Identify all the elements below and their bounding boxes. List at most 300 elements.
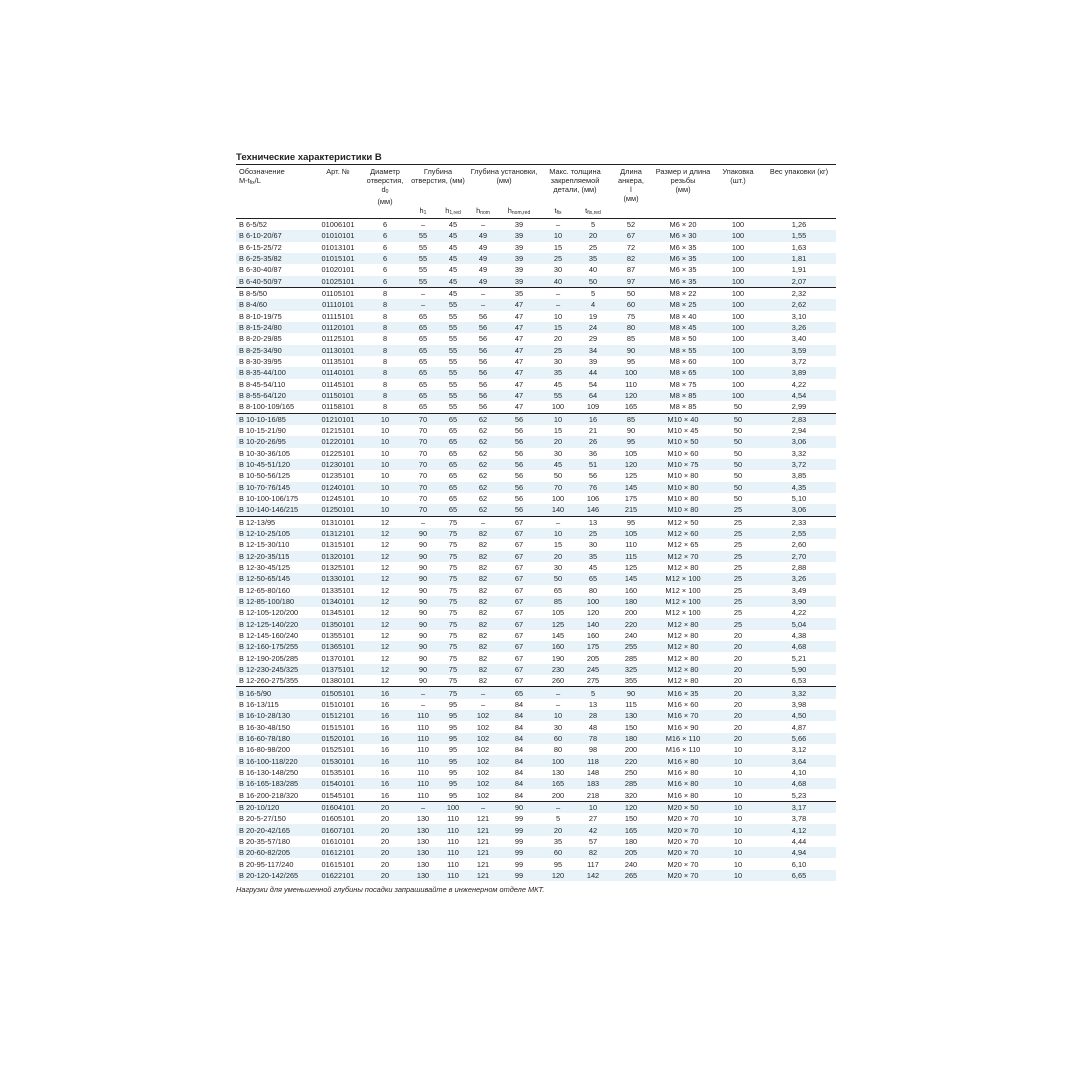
table-cell: 95 (626, 357, 636, 367)
table-cell: 55 (408, 230, 438, 241)
table-cell: 90 (408, 596, 438, 607)
table-cell: 75 (438, 528, 468, 539)
table-cell: 8 (382, 334, 388, 344)
table-cell: 10 (714, 755, 762, 766)
table-cell: B 16-80-98/200 (239, 745, 290, 755)
table-cell: 01320101 (314, 551, 362, 562)
table-cell: 16 (576, 413, 610, 425)
table-cell: 65 (448, 426, 458, 436)
table-cell: 100 (731, 242, 745, 252)
table-cell: 50 (733, 471, 743, 481)
table-cell: 01315101 (321, 540, 355, 550)
table-cell: 50 (576, 276, 610, 288)
table-cell: B 16-10-28/130 (236, 710, 314, 721)
table-cell: 45 (448, 242, 458, 252)
table-row (236, 813, 836, 824)
table-cell: 8 (362, 299, 408, 310)
table-cell: B 16-100-118/220 (236, 755, 314, 766)
table-cell: 55 (418, 242, 428, 252)
table-row (236, 596, 836, 607)
table-cell: B 12-125-140/220 (236, 618, 314, 629)
table-cell: 16 (362, 733, 408, 744)
table-cell: 25 (714, 573, 762, 584)
table-cell: 67 (498, 664, 540, 675)
table-row (236, 390, 836, 401)
table-cell: 90 (418, 585, 428, 595)
table-cell: M12 × 100 (652, 573, 714, 584)
table-cell: 75 (438, 516, 468, 528)
table-row (236, 253, 836, 264)
table-row (236, 585, 836, 596)
table-cell: 20 (714, 687, 762, 699)
table-cell: B 16-13/115 (239, 699, 279, 709)
table-cell: 105 (624, 448, 638, 458)
table-cell: 25 (540, 253, 576, 264)
table-cell: 01515101 (321, 722, 355, 732)
table-cell: 110 (408, 778, 438, 789)
table-cell: M10 × 45 (667, 426, 699, 436)
table-cell: 70 (408, 459, 438, 470)
table-cell: 01345101 (321, 608, 355, 618)
table-cell: B 16-5/90 (236, 687, 314, 699)
table-cell: 70 (408, 413, 438, 425)
table-cell: 130 (408, 870, 438, 881)
table-cell: 16 (380, 790, 390, 800)
table-cell: 12 (380, 540, 390, 550)
table-cell: B 12-10-25/105 (236, 528, 314, 539)
table-cell: M6 × 35 (669, 265, 697, 275)
table-cell: 100 (551, 494, 565, 504)
table-cell: 145 (610, 482, 652, 493)
table-cell: M12 × 80 (667, 563, 699, 572)
table-cell: 56 (478, 334, 488, 344)
table-cell: 99 (498, 870, 540, 881)
table-row (236, 504, 836, 516)
table-cell: 10 (540, 710, 576, 721)
table-cell: 20 (540, 436, 576, 447)
table-cell: 62 (478, 471, 488, 481)
table-cell: 70 (540, 482, 576, 493)
table-cell: 67 (514, 563, 524, 572)
table-cell: 50 (714, 459, 762, 470)
table-cell: 01312101 (314, 528, 362, 539)
table-cell: 65 (498, 687, 540, 699)
table-cell: M12 × 80 (667, 630, 699, 640)
table-cell: 110 (447, 836, 459, 846)
table-cell: 100 (714, 276, 762, 288)
table-cell: 50 (610, 287, 652, 299)
table-cell: – (540, 801, 576, 813)
table-row (236, 744, 836, 755)
table-cell: 15 (553, 242, 563, 252)
table-row (236, 801, 836, 813)
table-cell: M16 × 35 (652, 687, 714, 699)
table-cell: 84 (498, 778, 540, 789)
table-cell: 67 (514, 608, 524, 618)
table-cell: 265 (610, 870, 652, 881)
table-row (236, 413, 836, 425)
table-row (236, 287, 836, 299)
table-cell: 75 (448, 608, 458, 618)
table-cell: B 12-160-175/255 (236, 641, 314, 652)
table-cell: 26 (576, 436, 610, 447)
table-cell: 1,91 (791, 265, 807, 275)
table-cell: 16 (380, 699, 390, 709)
table-cell: 47 (498, 367, 540, 378)
table-cell: 260 (551, 676, 565, 686)
table-cell: 2,55 (762, 528, 836, 539)
header-weight: Вес упаковки (кг) (762, 165, 836, 207)
table-cell: M6 × 35 (669, 242, 697, 252)
table-cell: 62 (468, 482, 498, 493)
header-h1: $h_1$ (408, 206, 438, 219)
table-cell: 56 (514, 471, 524, 481)
table-cell: 19 (588, 311, 598, 321)
table-cell: M8 × 85 (652, 390, 714, 401)
table-cell: 50 (540, 573, 576, 584)
table-cell: 55 (540, 390, 576, 401)
spec-table (236, 164, 836, 881)
table-cell: 100 (714, 253, 762, 264)
table-cell: 45 (448, 220, 458, 230)
table-cell: 200 (624, 745, 638, 755)
table-cell: M8 × 75 (669, 379, 697, 389)
table-cell: 220 (610, 618, 652, 629)
table-cell: 75 (448, 563, 458, 572)
table-header (236, 165, 836, 219)
table-cell: 35 (576, 253, 610, 264)
table-cell: 90 (418, 676, 428, 686)
table-cell: 90 (498, 801, 540, 813)
table-cell: 125 (624, 471, 638, 481)
table-cell: M12 × 65 (667, 540, 699, 550)
table-cell: 25 (714, 504, 762, 516)
table-cell: 67 (498, 573, 540, 584)
table-cell: 2,94 (791, 426, 807, 436)
table-cell: 1,26 (791, 220, 807, 230)
table-cell: 10 (714, 870, 762, 881)
table-cell: M12 × 50 (652, 516, 714, 528)
table-cell: 39 (498, 230, 540, 241)
table-cell: 84 (498, 710, 540, 721)
table-cell: 62 (468, 413, 498, 425)
table-cell: 75 (448, 540, 458, 550)
table-cell: 5 (555, 814, 561, 824)
table-cell: 45 (588, 563, 598, 572)
table-cell: 180 (610, 733, 652, 744)
table-cell: B 16-200-218/320 (239, 790, 299, 800)
table-cell: 8 (362, 322, 408, 333)
table-cell: 95 (448, 767, 458, 777)
table-cell: 183 (576, 778, 610, 789)
table-cell: B 10-20-26/95 (236, 436, 314, 447)
header-length: Длина анкера, l (мм) (610, 165, 652, 207)
table-cell: 115 (610, 551, 652, 562)
table-cell: 150 (624, 722, 638, 732)
table-cell: 110 (447, 859, 459, 869)
table-cell: 15 (553, 540, 563, 550)
table-cell: 100 (540, 755, 576, 766)
table-cell: 65 (408, 390, 438, 401)
table-cell: 8 (362, 367, 408, 378)
table-cell: 100 (714, 287, 762, 299)
table-row (236, 870, 836, 881)
table-row (236, 356, 836, 367)
table-cell: 30 (588, 540, 598, 550)
table-cell: 4,22 (791, 379, 807, 389)
table-row (236, 607, 836, 618)
table-cell: 39 (514, 265, 524, 275)
table-cell: 67 (498, 551, 540, 562)
table-cell: B 20-120-142/265 (236, 870, 314, 881)
table-cell: 355 (624, 676, 638, 686)
table-cell: 25 (540, 345, 576, 356)
table-cell: 10 (362, 436, 408, 447)
table-row (236, 641, 836, 652)
table-cell: 20 (576, 230, 610, 241)
table-cell: 75 (626, 311, 636, 321)
table-row (236, 733, 836, 744)
table-cell: 55 (438, 299, 468, 310)
table-cell: 82 (610, 253, 652, 264)
table-cell: 12 (380, 653, 390, 663)
table-cell: 01115101 (322, 311, 354, 321)
table-row (236, 276, 836, 288)
table-cell: M10 × 60 (667, 448, 699, 458)
table-cell: 2,60 (791, 540, 807, 550)
table-row (236, 264, 836, 275)
table-cell: 4,12 (762, 824, 836, 835)
table-cell: 120 (610, 801, 652, 813)
table-cell: 16 (362, 755, 408, 766)
table-cell: 5,21 (791, 653, 807, 663)
table-cell: 82 (478, 653, 488, 663)
table-cell: 82 (478, 563, 488, 572)
table-cell: 3,06 (762, 504, 836, 516)
table-row (236, 242, 836, 253)
table-cell: 165 (610, 824, 652, 835)
table-cell: 01235101 (321, 471, 355, 481)
table-cell: M10 × 50 (652, 436, 714, 447)
table-cell: 01355101 (321, 630, 355, 640)
table-cell: M10 × 40 (652, 413, 714, 425)
table-cell: 105 (610, 528, 652, 539)
table-cell: M6 × 30 (652, 230, 714, 241)
table-cell: 175 (624, 494, 638, 504)
table-cell: 90 (626, 426, 636, 436)
table-cell: 4,44 (791, 836, 807, 846)
table-cell: 20 (362, 801, 408, 813)
table-cell: 75 (438, 551, 468, 562)
table-cell: 85 (610, 413, 652, 425)
table-cell: 01610101 (321, 836, 355, 846)
table-cell: 3,59 (762, 345, 836, 356)
table-cell: 12 (362, 573, 408, 584)
table-cell: 47 (514, 334, 524, 344)
table-cell: B 20-20-42/165 (236, 824, 314, 835)
table-cell: 100 (576, 596, 610, 607)
table-cell: 55 (438, 345, 468, 356)
table-cell: 75 (438, 687, 468, 699)
table-cell: M20 × 70 (652, 824, 714, 835)
table-cell: 84 (514, 767, 524, 777)
table-row (236, 573, 836, 584)
table-cell: 50 (553, 471, 563, 481)
table-cell: 40 (540, 276, 576, 288)
table-cell: 01622101 (314, 870, 362, 881)
table-cell: 100 (714, 345, 762, 356)
table-cell: 47 (498, 345, 540, 356)
table-cell: B 12-260-275/355 (239, 676, 299, 686)
table-cell: 80 (610, 322, 652, 333)
table-cell: 20 (733, 653, 743, 663)
table-cell: 56 (468, 367, 498, 378)
table-cell: 130 (416, 836, 430, 846)
table-cell: 56 (478, 311, 488, 321)
table-cell: 55 (438, 367, 468, 378)
table-cell: 80 (588, 585, 598, 595)
table-cell: 36 (588, 448, 598, 458)
table-cell: M16 × 110 (652, 733, 714, 744)
table-cell: 3,26 (762, 322, 836, 333)
table-cell: 82 (478, 676, 488, 686)
table-cell: 67 (514, 630, 524, 640)
table-cell: M12 × 60 (652, 528, 714, 539)
table-cell: 8 (382, 311, 388, 321)
table-row (236, 470, 836, 481)
table-cell: 10 (733, 814, 743, 824)
table-cell: 4,50 (762, 710, 836, 721)
table-cell: 85 (540, 596, 576, 607)
table-cell: 90 (610, 345, 652, 356)
table-cell: 67 (498, 528, 540, 539)
table-cell: 12 (380, 608, 390, 618)
table-row (236, 778, 836, 789)
table-cell: 142 (576, 870, 610, 881)
table-cell: – (468, 287, 498, 299)
table-cell: – (468, 801, 498, 813)
table-cell: 100 (438, 801, 468, 813)
table-cell: 90 (408, 664, 438, 675)
table-cell: 25 (733, 563, 743, 572)
table-cell: 3,26 (762, 573, 836, 584)
table-cell: B 8-45-54/110 (239, 379, 286, 389)
table-cell: 10 (733, 745, 743, 755)
table-cell: 5 (576, 287, 610, 299)
table-cell: 230 (540, 664, 576, 675)
table-cell: 90 (408, 641, 438, 652)
table-cell: 87 (626, 265, 636, 275)
table-cell: 45 (438, 287, 468, 299)
table-cell: 01006101 (321, 220, 355, 230)
table-cell: 75 (448, 630, 458, 640)
table-cell: 102 (476, 722, 490, 732)
table-cell: B 20-95-117/240 (239, 859, 294, 869)
table-row (236, 699, 836, 710)
table-cell: 01370101 (321, 653, 355, 663)
table-cell: 01120101 (314, 322, 362, 333)
table-cell: 55 (408, 253, 438, 264)
table-cell: B 16-165-183/285 (236, 778, 314, 789)
table-cell: 240 (624, 859, 638, 869)
table-cell: 20 (714, 664, 762, 675)
table-cell: 56 (514, 426, 524, 436)
table-cell: 320 (624, 790, 638, 800)
table-cell: 16 (380, 745, 390, 755)
table-cell: 16 (362, 687, 408, 699)
table-cell: 55 (408, 276, 438, 288)
table-cell: 2,99 (791, 402, 807, 412)
table-cell: 47 (498, 322, 540, 333)
header-hnom-red: $h_{nom,red}$ (498, 206, 540, 219)
table-cell: 8 (362, 390, 408, 401)
table-cell: M12 × 80 (652, 641, 714, 652)
table-cell: 10 (733, 767, 743, 777)
table-cell: 10 (540, 230, 576, 241)
table-cell: M12 × 100 (652, 596, 714, 607)
table-cell: 90 (418, 653, 428, 663)
table-cell: 95 (438, 710, 468, 721)
table-cell: 3,98 (791, 699, 807, 709)
table-cell: 90 (418, 563, 428, 572)
table-cell: 12 (380, 676, 390, 686)
table-cell: 95 (448, 745, 458, 755)
table-cell: 64 (576, 390, 610, 401)
table-cell: 1,55 (762, 230, 836, 241)
table-cell: 121 (476, 859, 490, 869)
table-cell: – (468, 299, 498, 310)
table-cell: 20 (733, 676, 743, 686)
table-cell: 25 (588, 242, 598, 252)
table-cell: 6,53 (791, 676, 807, 686)
table-cell: 99 (514, 814, 524, 824)
table-cell: 45 (438, 253, 468, 264)
table-cell: – (408, 687, 438, 699)
table-cell: 01520101 (314, 733, 362, 744)
table-cell: 6 (382, 242, 388, 252)
table-cell: 130 (408, 847, 438, 858)
table-cell: 65 (438, 504, 468, 516)
table-cell: 82 (468, 618, 498, 629)
table-cell: 01335101 (321, 585, 355, 595)
table-cell: 13 (588, 699, 598, 709)
table-cell: B 8-20-29/85 (239, 334, 282, 344)
table-cell: 10 (714, 801, 762, 813)
table-cell: B 6-15-25/72 (239, 242, 282, 252)
table-cell: 65 (448, 471, 458, 481)
table-cell: 47 (514, 379, 524, 389)
table-cell: 121 (468, 847, 498, 858)
table-cell: 65 (576, 573, 610, 584)
table-row (236, 322, 836, 333)
table-cell: 01350101 (314, 618, 362, 629)
table-cell: 95 (438, 733, 468, 744)
table-cell: 65 (418, 357, 428, 367)
table-cell: 4,94 (762, 847, 836, 858)
table-row (236, 459, 836, 470)
table-cell: 51 (576, 459, 610, 470)
table-cell: – (480, 220, 486, 230)
table-cell: M8 × 60 (669, 357, 697, 367)
table-cell: 55 (438, 322, 468, 333)
table-cell: 90 (610, 687, 652, 699)
table-cell: 2,07 (762, 276, 836, 288)
table-cell: 25 (714, 516, 762, 528)
header-designation: Обозначение $M-t_{fix}/L$ (236, 165, 314, 207)
table-cell: 100 (551, 402, 565, 412)
table-cell: 70 (418, 426, 428, 436)
table-cell: 75 (448, 676, 458, 686)
